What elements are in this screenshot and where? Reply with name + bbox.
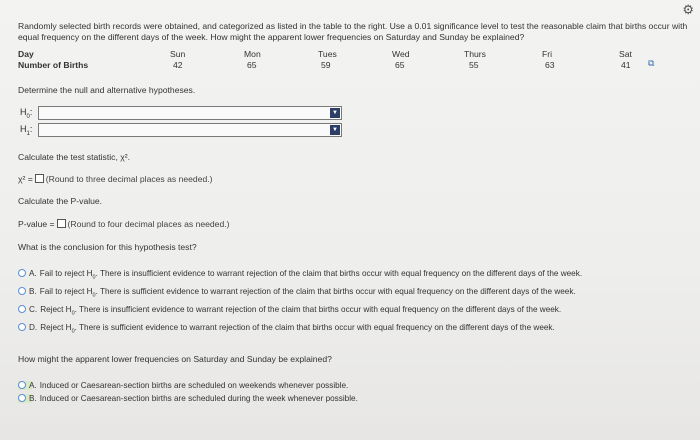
p-value-hint: (Round to four decimal places as needed.)	[67, 219, 230, 229]
radio-button[interactable]	[18, 269, 26, 277]
explain-prompt: How might the apparent lower frequencies on Saturday and Sunday be explained?	[18, 354, 332, 364]
conclusion-option-a[interactable]: A. Fail to reject $H_0$. There is insufficient evidence to warrant rejection of the claim that births occur with equal frequency on the different days of the week.	[18, 269, 582, 281]
table-cell-day: Sun	[170, 49, 186, 59]
chi-square-input[interactable]	[35, 174, 44, 183]
table-row-label-births: Number of Births	[18, 60, 89, 70]
conclusion-option-d[interactable]: D. Reject $H_0$. There is sufficient evidence to warrant rejection of the claim that births occur with equal frequency on the different days of the week.	[18, 323, 555, 335]
chevron-down-icon[interactable]: ▼	[330, 125, 340, 135]
h1-label: $H_1$:	[20, 124, 33, 137]
table-row-label-day: Day	[18, 49, 34, 59]
table-cell-day: Tues	[318, 49, 337, 59]
h1-row	[18, 123, 348, 137]
conclusion-option-c[interactable]: C. Reject $H_0$. There is insufficient evidence to warrant rejection of the claim that births occur with equal frequency on the different days of the week.	[18, 305, 561, 317]
p-value-row	[18, 219, 230, 229]
explain-option-b[interactable]: B. Induced or Caesarean-section births are scheduled during the week whenever possible.	[18, 394, 358, 403]
table-cell-births: 65	[395, 60, 405, 70]
p-value-label: P-value =	[18, 219, 55, 229]
p-value-prompt: Calculate the P-value.	[18, 196, 103, 206]
hypotheses-prompt: Determine the null and alternative hypotheses.	[18, 85, 196, 95]
h0-row	[18, 106, 348, 120]
radio-button[interactable]	[18, 323, 26, 331]
gear-icon[interactable]: ⚙	[682, 2, 694, 17]
h0-dropdown[interactable]	[38, 106, 342, 120]
chi-square-hint: (Round to three decimal places as needed.)	[45, 174, 213, 184]
table-cell-births: 42	[173, 60, 183, 70]
problem-statement: Randomly selected birth records were obtained, and categorized as listed in the table to the right. Use a 0.01 significance level to test the reasonable claim that births occur with equal frequency on the different days of the week. How might the apparent lower frequencies on Saturday and Sunday be explained?	[18, 21, 688, 42]
conclusion-option-b[interactable]: B. Fail to reject $H_0$. There is sufficient evidence to warrant rejection of the claim that births occur with equal frequency on the different days of the week.	[18, 287, 576, 299]
table-cell-day: Thurs	[464, 49, 486, 59]
radio-button[interactable]	[18, 305, 26, 313]
explain-option-a[interactable]: A. Induced or Caesarean-section births are scheduled on weekends whenever possible.	[18, 381, 348, 390]
chi-square-label: χ² =	[18, 174, 33, 184]
table-cell-births: 41	[621, 60, 631, 70]
table-cell-births: 55	[469, 60, 479, 70]
chevron-down-icon[interactable]: ▼	[330, 108, 340, 118]
p-value-input[interactable]	[57, 219, 66, 228]
table-cell-births: 65	[247, 60, 257, 70]
radio-button[interactable]	[18, 287, 26, 295]
h1-dropdown[interactable]	[38, 123, 342, 137]
births-table	[18, 49, 658, 79]
h0-label: $H_0$:	[20, 107, 33, 120]
table-cell-day: Wed	[392, 49, 410, 59]
radio-button[interactable]	[18, 381, 26, 389]
table-cell-day: Mon	[244, 49, 261, 59]
conclusion-prompt: What is the conclusion for this hypothesis test?	[18, 242, 197, 252]
chi-square-row	[18, 174, 213, 184]
table-cell-births: 59	[321, 60, 331, 70]
copy-data-icon[interactable]: ⧉	[648, 58, 655, 68]
table-cell-day: Sat	[619, 49, 632, 59]
radio-button[interactable]	[18, 394, 26, 402]
table-cell-births: 63	[545, 60, 555, 70]
table-cell-day: Fri	[542, 49, 553, 59]
test-stat-prompt: Calculate the test statistic, χ².	[18, 152, 130, 162]
